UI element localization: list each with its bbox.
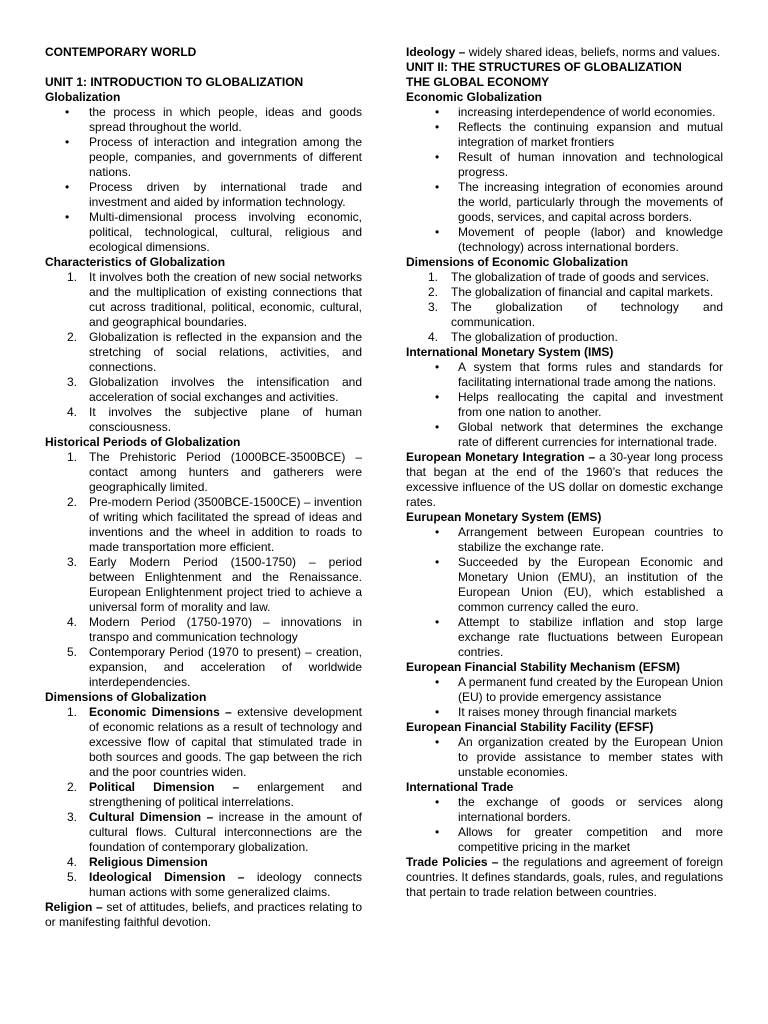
global-economy-heading: THE GLOBAL ECONOMY xyxy=(406,75,550,89)
list-item: • the exchange of goods or services along international borders. xyxy=(406,795,723,825)
item-text: Modern Period (1750-1970) – innovations in transpo and communication technology xyxy=(89,615,362,644)
list-item xyxy=(45,495,362,555)
item-term: Ideological Dimension – xyxy=(89,870,245,884)
item-number: 4. xyxy=(67,615,78,629)
item-number: 4. xyxy=(67,405,78,419)
list-item xyxy=(45,855,362,870)
document-title: CONTEMPORARY WORLD xyxy=(45,45,197,59)
characteristics-heading: Characteristics of Globalization xyxy=(45,255,226,269)
ims-list xyxy=(406,360,723,450)
dimensions-economic-heading: Dimensions of Economic Globalization xyxy=(406,255,629,269)
list-item xyxy=(45,375,362,405)
item-number: 5. xyxy=(67,645,78,659)
trade-policies-definition xyxy=(406,855,723,900)
list-item xyxy=(45,405,362,435)
item-text: The globalization of production. xyxy=(451,330,618,344)
left-column xyxy=(45,45,362,930)
ems-list xyxy=(406,525,723,660)
list-item: • A permanent fund created by the European Union (EU) to provide emergency assistance xyxy=(406,675,723,705)
ems-heading: Eurupean Monetary System (EMS) xyxy=(406,510,602,524)
efsf-list xyxy=(406,735,723,780)
list-item: • the process in which people, ideas and goods spread throughout the world. xyxy=(45,105,362,135)
item-number: 1. xyxy=(67,270,78,284)
item-text: Early Modern Period (1500-1750) – period between Enlightenment and the Renaissance. European Enlightenment project tried to achieve a universal form of morality and law. xyxy=(89,555,362,614)
item-text: The globalization of financial and capital markets. xyxy=(451,285,714,299)
item-number: 1. xyxy=(67,705,78,719)
unit2-title: UNIT II: THE STRUCTURES OF GLOBALIZATION xyxy=(406,60,682,74)
definition-text: set of attitudes, beliefs, and practices relating to or manifesting faithful devotion. xyxy=(45,900,362,929)
item-text: The globalization of trade of goods and services. xyxy=(451,270,710,284)
efsm-list xyxy=(406,675,723,720)
list-item: • increasing interdependence of world economies. xyxy=(406,105,723,120)
item-text: increase in the amount of cultural flows. Cultural interconnections are the foundation of contemporary globalization. xyxy=(89,810,362,854)
right-column xyxy=(406,45,723,900)
item-text: extensive development of economic relations as a result of technology and excessive flow of capital that stimulated trade in both sources and goods. The gap between the rich and the poor countries widen. xyxy=(89,705,362,779)
list-item: • Helps reallocating the capital and investment from one nation to another. xyxy=(406,390,723,420)
list-item: • Result of human innovation and technological progress. xyxy=(406,150,723,180)
item-text: enlargement and strengthening of political interrelations. xyxy=(89,780,362,809)
list-item xyxy=(406,300,723,330)
list-item: • The increasing integration of economies around the world, particularly through the movements of goods, services, and capital across borders. xyxy=(406,180,723,225)
list-item xyxy=(45,615,362,645)
list-item xyxy=(45,450,362,495)
item-term: Political Dimension – xyxy=(89,780,240,794)
item-number: 3. xyxy=(67,375,78,389)
list-item: • Arrangement between European countries to stabilize the exchange rate. xyxy=(406,525,723,555)
item-number: 5. xyxy=(67,870,78,884)
item-number: 1. xyxy=(67,450,78,464)
list-item xyxy=(45,870,362,900)
item-text: Globalization is reflected in the expansion and the stretching of social relations, activities, and connections. xyxy=(89,330,362,374)
list-item: • Allows for greater competition and more competitive pricing in the market xyxy=(406,825,723,855)
list-item: • Movement of people (labor) and knowledge (technology) across international borders. xyxy=(406,225,723,255)
item-number: 2. xyxy=(67,495,78,509)
definition-text: the regulations and agreement of foreign countries. It defines standards, goals, rules, and regulations that pertain to trade relation between countries. xyxy=(406,855,723,899)
item-term: Economic Dimensions – xyxy=(89,705,232,719)
characteristics-list xyxy=(45,270,362,435)
ideology-definition xyxy=(406,45,723,60)
globalization-heading: Globalization xyxy=(45,90,121,104)
efsf-heading: European Financial Stability Facility (EFSF) xyxy=(406,720,654,734)
list-item xyxy=(45,810,362,855)
historical-periods-list xyxy=(45,450,362,690)
item-term: Religious Dimension xyxy=(89,855,208,869)
economic-globalization-list xyxy=(406,105,723,255)
item-text: The Prehistoric Period (1000BCE-3500BCE) – contact among hunters and gatherers were geographically limited. xyxy=(89,450,362,494)
religion-definition xyxy=(45,900,362,930)
item-text: It involves the subjective plane of human consciousness. xyxy=(89,405,362,434)
item-text: The globalization of technology and communication. xyxy=(451,300,723,329)
definition-text: a 30-year long process that began at the end of the 1960’s that reduces the excessive influence of the US dollar on domestic exchange rates. xyxy=(406,450,723,509)
item-term: Cultural Dimension – xyxy=(89,810,214,824)
list-item: • Process driven by international trade and investment and aided by information technology. xyxy=(45,180,362,210)
item-number: 2. xyxy=(67,780,78,794)
dimensions-economic-list xyxy=(406,270,723,345)
item-number: 4. xyxy=(428,330,439,344)
list-item: • Global network that determines the exchange rate of different currencies for international trade. xyxy=(406,420,723,450)
definition-term: Ideology – xyxy=(406,45,466,59)
list-item: • Attempt to stabilize inflation and stop large exchange rate fluctuations between European contries. xyxy=(406,615,723,660)
item-number: 3. xyxy=(428,300,439,314)
dimensions-heading: Dimensions of Globalization xyxy=(45,690,207,704)
list-item xyxy=(406,270,723,285)
item-number: 3. xyxy=(67,555,78,569)
list-item: • A system that forms rules and standards for facilitating international trade among the nations. xyxy=(406,360,723,390)
list-item: • It raises money through financial markets xyxy=(406,705,723,720)
definition-term: Trade Policies – xyxy=(406,855,499,869)
item-number: 1. xyxy=(428,270,439,284)
list-item: • An organization created by the European Union to provide assistance to member states with unstable economies. xyxy=(406,735,723,780)
list-item: • Succeeded by the European Economic and Monetary Union (EMU), an institution of the European Union (EU), which established a common currency called the euro. xyxy=(406,555,723,615)
item-text: Contemporary Period (1970 to present) – creation, expansion, and acceleration of worldwide interdependencies. xyxy=(89,645,362,689)
item-number: 2. xyxy=(428,285,439,299)
item-text: Pre-modern Period (3500BCE-1500CE) – invention of writing which facilitated the spread of ideas and inventions and the wheel in addition to roads to made transportation more efficient. xyxy=(89,495,362,554)
definition-term: Religion – xyxy=(45,900,103,914)
unit1-title: UNIT 1: INTRODUCTION TO GLOBALIZATION xyxy=(45,75,304,89)
list-item: • Multi-dimensional process involving economic, political, technological, cultural, religious and ecological dimensions. xyxy=(45,210,362,255)
item-text: Globalization involves the intensification and acceleration of social exchanges and activities. xyxy=(89,375,362,404)
efsm-heading: European Financial Stability Mechanism (EFSM) xyxy=(406,660,681,674)
list-item xyxy=(45,270,362,330)
definition-text: widely shared ideas, beliefs, norms and values. xyxy=(468,45,721,59)
emi-definition xyxy=(406,450,723,510)
list-item: • Reflects the continuing expansion and mutual integration of market frontiers xyxy=(406,120,723,150)
list-item xyxy=(406,330,723,345)
dimensions-list xyxy=(45,705,362,900)
item-text: It involves both the creation of new social networks and the multiplication of existing connections that cut across traditional, political, economic, cultural, and geographical boundaries. xyxy=(89,270,362,329)
historical-periods-heading: Historical Periods of Globalization xyxy=(45,435,241,449)
item-number: 4. xyxy=(67,855,78,869)
list-item xyxy=(45,780,362,810)
definition-term: European Monetary Integration – xyxy=(406,450,596,464)
item-text: ideology connects human actions with some generalized claims. xyxy=(89,870,362,899)
item-number: 3. xyxy=(67,810,78,824)
ims-heading: International Monetary System (IMS) xyxy=(406,345,614,359)
list-item: • Process of interaction and integration among the people, companies, and governments of different nations. xyxy=(45,135,362,180)
list-item xyxy=(45,645,362,690)
international-trade-list xyxy=(406,795,723,855)
list-item xyxy=(45,705,362,780)
globalization-list xyxy=(45,105,362,255)
economic-globalization-heading: Economic Globalization xyxy=(406,90,543,104)
list-item xyxy=(406,285,723,300)
list-item xyxy=(45,555,362,615)
list-item xyxy=(45,330,362,375)
international-trade-heading: International Trade xyxy=(406,780,514,794)
item-number: 2. xyxy=(67,330,78,344)
